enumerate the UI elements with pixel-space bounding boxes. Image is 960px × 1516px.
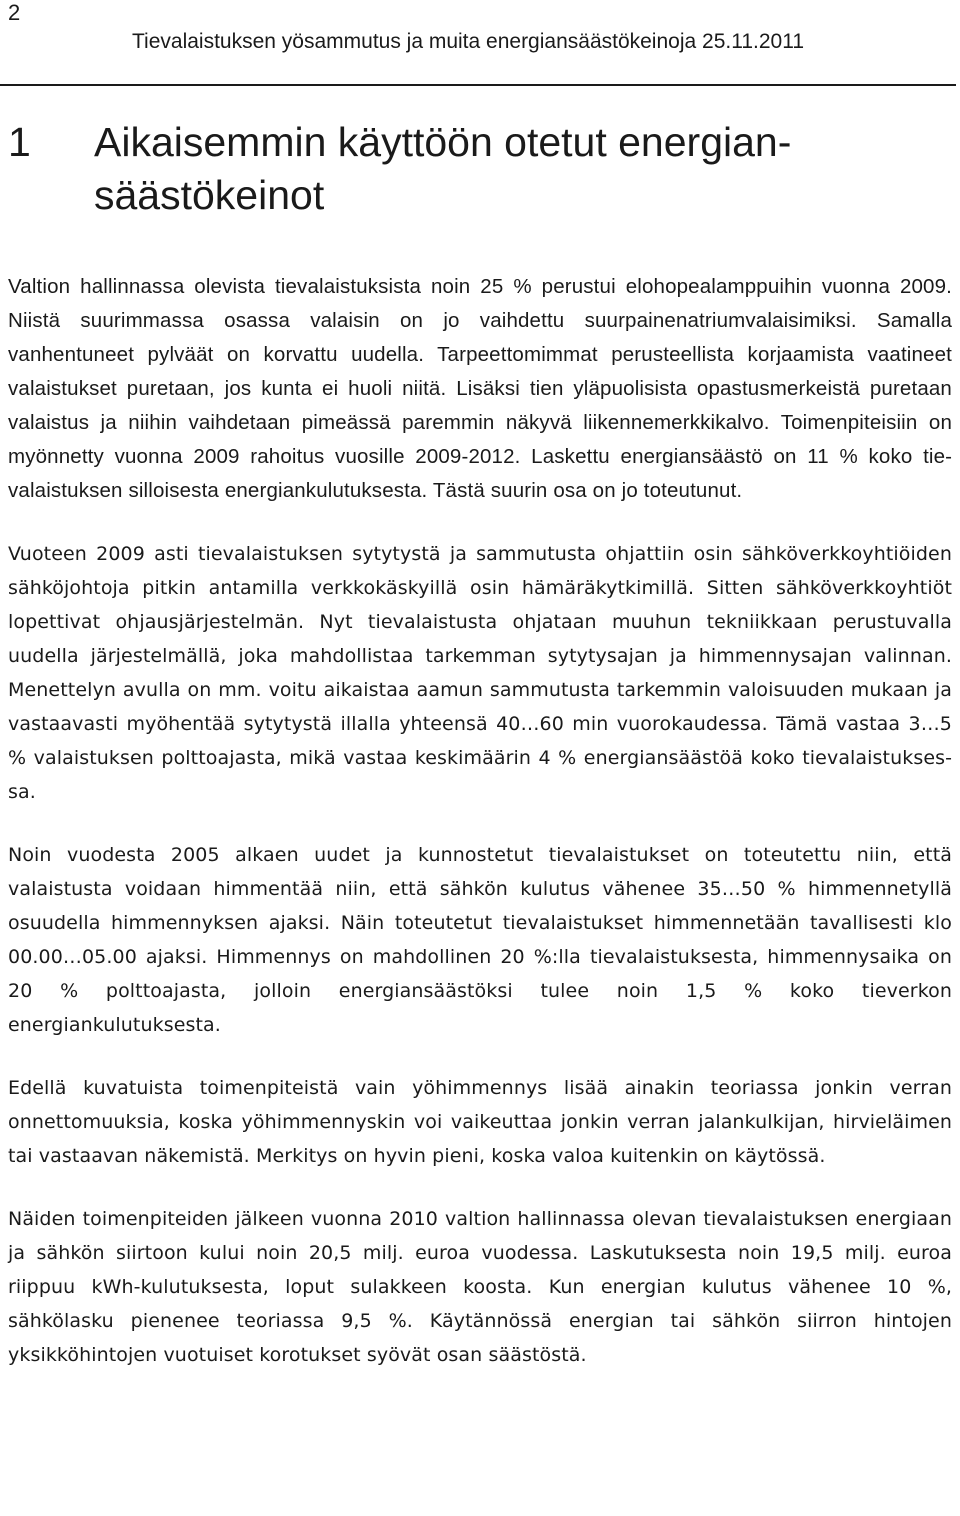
page-number: 2 (8, 0, 21, 25)
section-number: 1 (8, 119, 31, 165)
header-divider (0, 84, 956, 86)
paragraph-3: Noin vuodesta 2005 alkaen uudet ja kunnostetut tievalaistukset on toteutettu niin, että valaistusta voidaan himmentää niin, että sähkön kulutus vähenee 35…50 % himmennetyllä osuudella himmennyksen ajaksi. Näin toteutetut tievalaistukset himmennetään tavallisesti klo 00.00…05.00 ajaksi. Himmennys on mahdollinen 20 %:lla tievalaistuksesta, himmennysaika on 20 % polttoajasta, jolloin energiansäästöksi tulee noin 1,5 % koko tieverkon energiankulutuksesta. (8, 844, 952, 1036)
body-text (8, 270, 952, 1401)
paragraph-1: Valtion hallinnassa olevista tievalaistuksista noin 25 % perustui elohopealamppuihin vuonna 2009. Niistä suurimmassa osassa valaisin on jo vaihdettu suurpainenatriumvalaisimiksi. Samalla vanhentuneet pylväät on korvattu uudella. Tarpeettomimmat perusteellista korjaamista vaatineet valaistukset puretaan, jos kunta ei huoli niitä. Lisäksi tien yläpuolisista opastusmerkeistä puretaan valaistus ja niihin vaihdetaan pimeässä paremmin näkyvä liikennemerkkikalvo. Toimenpiteisiin on myönnetty vuonna 2009 rahoitus vuosille 2009-2012. Laskettu energiansäästö on 11 % koko tievalaistuksen silloisesta energiankulutuksesta. Tästä suurin osa on jo toteutunut. (8, 275, 952, 502)
paragraph-4: Edellä kuvatuista toimenpiteistä vain yöhimmennys lisää ainakin teoriassa jonkin verran onnettomuuksia, koska yöhimmennyskin voi vaikeuttaa jonkin verran jalankulkijan, hirvieläimen tai vastaavan näkemistä. Merkitys on hyvin pieni, koska valoa kuitenkin on käytössä. (8, 1077, 952, 1167)
running-header-title: Tievalaistuksen yösammutus ja muita energiansäästökeinoja 25.11.2011 (132, 30, 804, 53)
section-title: Aikaisemmin käyttöön otetut energiansäästökeinot (94, 119, 792, 218)
section-heading (8, 116, 948, 222)
paragraph-5: Näiden toimenpiteiden jälkeen vuonna 2010 valtion hallinnassa olevan tievalaistuksen energiaan ja sähkön siirtoon kului noin 20,5 milj. euroa vuodessa. Laskutuksesta noin 19,5 milj. euroa riippuu kWh-kulutuksesta, loput sulakkeen koosta. Kun energian kulutus vähenee 10 %, sähkölasku pienenee teoriassa 9,5 %. Käytännössä energian tai sähkön siirron hintojen yksikköhintojen vuotuiset korotukset syövät osan säästöstä. (8, 1208, 952, 1366)
paragraph-2: Vuoteen 2009 asti tievalaistuksen sytytystä ja sammutusta ohjattiin osin sähköverkkoyhtiöiden sähköjohtoja pitkin antamilla verkkokäskyillä osin hämäräkytkimillä. Sitten sähköverkkoyhtiöt lopettivat ohjausjärjestelmän. Nyt tievalaistusta ohjataan muuhun tekniikkaan perustuvalla uudella järjestelmällä, joka mahdollistaa tarkemman sytytysajan ja himmennysajan valinnan. Menettelyn avulla on mm. voitu aikaistaa aamun sammutusta tarkemmin valoisuuden mukaan ja vastaavasti myöhentää sytytystä illalla yhteensä 40…60 min vuorokaudessa. Tämä vastaa 3…5 % valaistuksen polttoajasta, mikä vastaa keskimäärin 4 % energiansäästöä koko tievalaistuksessa. (8, 543, 952, 803)
